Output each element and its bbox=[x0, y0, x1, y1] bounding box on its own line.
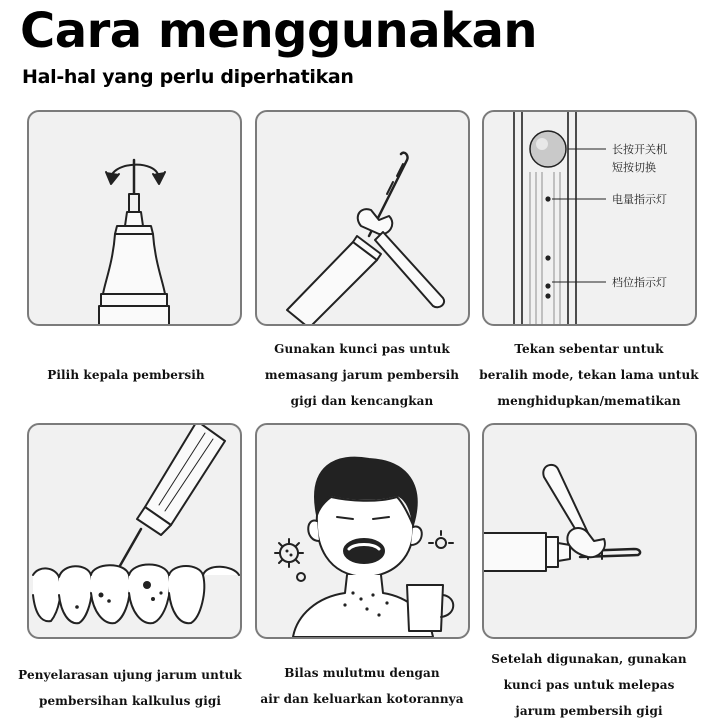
step-6-illustration bbox=[482, 423, 697, 639]
step-3-illustration bbox=[482, 110, 697, 326]
step-3-caption bbox=[469, 336, 709, 414]
needle-teeth-icon bbox=[29, 425, 240, 637]
caption-line: menghidupkan/mematikan bbox=[497, 394, 681, 408]
caption-line: gigi dan kencangkan bbox=[290, 394, 434, 408]
step-6-caption bbox=[469, 646, 709, 724]
caption-line: air dan keluarkan kotorannya bbox=[260, 692, 464, 706]
caption-line: jarum pembersih gigi bbox=[515, 704, 663, 718]
device-button-icon bbox=[484, 112, 695, 324]
caption-line: kunci pas untuk melepas bbox=[503, 678, 675, 692]
person-rinse-icon bbox=[257, 425, 468, 637]
caption-line: Pilih kepala pembersih bbox=[47, 368, 205, 382]
battery-label: 电量指示灯 bbox=[612, 193, 667, 206]
caption-line: Setelah digunakan, gunakan bbox=[491, 652, 687, 666]
step-2-illustration bbox=[255, 110, 470, 326]
step-4-illustration bbox=[27, 423, 242, 639]
toothbrush-head-icon bbox=[29, 112, 240, 324]
mode-label: 档位指示灯 bbox=[612, 276, 667, 289]
caption-line: pembersihan kalkulus gigi bbox=[38, 694, 222, 708]
page-subtitle: Hal-hal yang perlu diperhatikan bbox=[22, 66, 354, 88]
page-title: Cara menggunakan bbox=[20, 3, 538, 59]
step-5-caption bbox=[242, 660, 482, 712]
wrench-remove-icon bbox=[484, 425, 695, 637]
caption-line: Bilas mulutmu dengan bbox=[284, 666, 440, 680]
step-5-illustration bbox=[255, 423, 470, 639]
caption-line: Gunakan kunci pas untuk bbox=[274, 342, 450, 356]
step-4-caption bbox=[10, 662, 250, 714]
switch-label: 短按切换 bbox=[612, 161, 656, 174]
power-button bbox=[530, 131, 566, 167]
power-label: 长按开关机 bbox=[612, 143, 667, 156]
step-1-illustration bbox=[27, 110, 242, 326]
step-2-caption bbox=[242, 336, 482, 414]
wrench-tighten-icon bbox=[257, 112, 468, 324]
caption-line: memasang jarum pembersih bbox=[264, 368, 460, 382]
caption-line: beralih mode, tekan lama untuk bbox=[479, 368, 699, 382]
caption-line: Penyelarasan ujung jarum untuk bbox=[18, 668, 242, 682]
caption-line: Tekan sebentar untuk bbox=[514, 342, 664, 356]
step-1-caption bbox=[6, 362, 246, 388]
